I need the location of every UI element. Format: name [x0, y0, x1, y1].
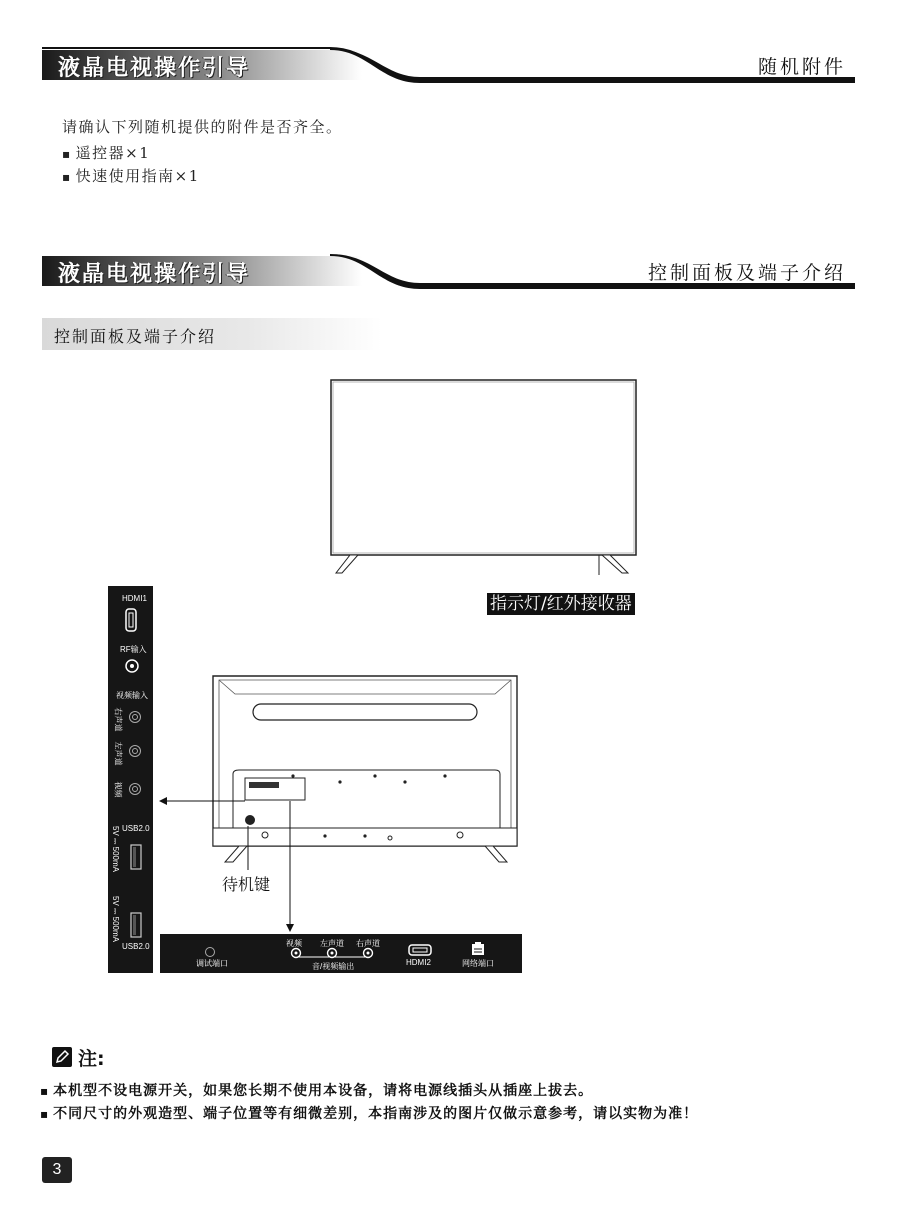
accessory-item-guide: ▪ 快速使用指南×1: [62, 165, 200, 186]
bottom-terminal-panel: [160, 934, 522, 973]
panel-subheader-label: 控制面板及端子介绍: [54, 327, 217, 346]
note-line: ▪ 不同尺寸的外观造型、端子位置等有细微差别，本指南涉及的图片仅做示意参考，请以实物为准！: [40, 1103, 698, 1123]
section-header-accessories: [0, 46, 898, 96]
usb-top-port-icon: [130, 844, 142, 870]
page-number: 3: [42, 1157, 72, 1183]
section-header-panel: [0, 252, 898, 302]
right-channel-jack-icon: [128, 710, 142, 724]
usb-bottom-power-label: 5V ⎓ 500mA: [110, 896, 120, 942]
standby-label: 待机键: [222, 875, 271, 894]
network-port-icon: [470, 941, 486, 956]
right-channel-label: 右声道: [113, 707, 123, 732]
accessory-item-remote: ▪ 遥控器×1: [62, 142, 150, 163]
side-terminal-panel: [108, 586, 153, 973]
left-channel-label: 左声道: [113, 741, 123, 766]
note-heading-label: 注:: [78, 1048, 105, 1070]
av-out-label: 音/视频输出: [312, 962, 355, 971]
tv-rear-illustration: [155, 670, 535, 935]
section-subtitle: 控制面板及端子介绍: [647, 262, 846, 284]
rf-label: RF输入: [120, 645, 147, 654]
debug-port-label: 调试端口: [196, 959, 228, 968]
section-subtitle: 随机附件: [757, 56, 846, 78]
av-out-jacks-icon: [288, 947, 378, 961]
video-in-jack-icon: [128, 782, 142, 796]
usb-bottom-port-icon: [130, 912, 142, 938]
left-channel-jack-icon: [128, 744, 142, 758]
network-port-label: 网络端口: [462, 959, 494, 968]
av-in-label: 视频输入: [116, 691, 148, 700]
hdmi1-port-icon: [125, 608, 137, 632]
tv-front-illustration: [320, 375, 650, 575]
usb-top-power-label: 5V ⎓ 500mA: [110, 826, 120, 872]
av-out-left-label: 左声道: [320, 939, 344, 948]
usb-bottom-label: USB2.0: [122, 942, 150, 951]
hdmi2-port-icon: [408, 944, 432, 956]
section-title: 液晶电视操作引导: [58, 262, 251, 287]
hdmi2-label: HDMI2: [406, 958, 431, 967]
indicator-label: 指示灯/红外接收器: [487, 593, 635, 615]
debug-port-icon: [204, 946, 216, 958]
hdmi1-label: HDMI1: [122, 594, 147, 603]
accessories-intro: 请确认下列随机提供的附件是否齐全。: [62, 118, 343, 136]
av-out-video-label: 视频: [286, 939, 302, 948]
av-out-right-label: 右声道: [356, 939, 380, 948]
pencil-icon: [52, 1047, 72, 1067]
note-line: ▪ 本机型不设电源开关，如果您长期不使用本设备，请将电源线插头从插座上拔去。: [40, 1080, 593, 1100]
panel-subheader: [42, 318, 382, 350]
usb-top-label: USB2.0: [122, 824, 150, 833]
section-title: 液晶电视操作引导: [58, 56, 251, 81]
rf-port-icon: [124, 658, 140, 674]
video-in-label: 视频: [113, 781, 123, 798]
